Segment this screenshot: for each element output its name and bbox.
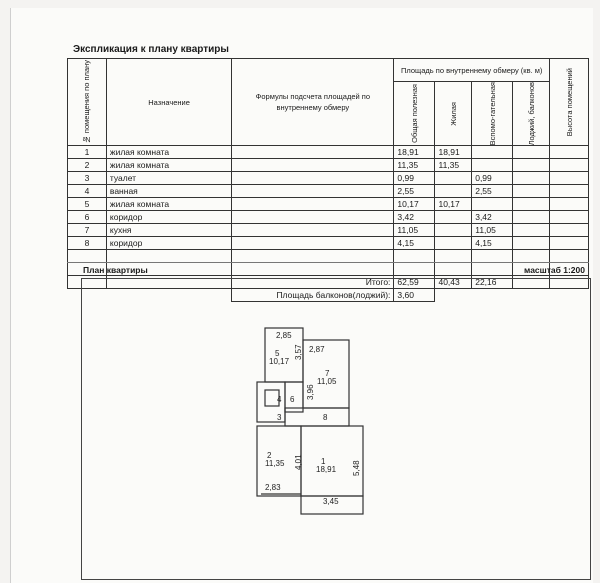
explication-title: Экспликация к плану квартиры (73, 44, 229, 55)
row-number: 2 (68, 159, 107, 172)
row-aux: 4,15 (472, 237, 513, 250)
row-name: туалет (106, 172, 231, 185)
row-number: 7 (68, 224, 107, 237)
totals-living: 40,43 (435, 276, 472, 289)
room-8-outline (285, 408, 349, 426)
plan-scale: масштаб 1:200 (524, 265, 585, 275)
dim-345: 3,45 (323, 497, 339, 506)
plan-title: План квартиры (83, 265, 148, 275)
row-aux: 3,42 (472, 211, 513, 224)
room-7-area: 11,05 (317, 377, 337, 386)
dim-285: 2,85 (276, 331, 292, 340)
room-1-number: 1 (321, 457, 326, 466)
row-total: 11,35 (394, 159, 435, 172)
header-number: № помещения по плану (68, 59, 107, 146)
document-sheet (10, 8, 593, 583)
room-1-area: 18,91 (316, 465, 337, 474)
room-7-number: 7 (325, 369, 330, 378)
header-name: Назначение (106, 59, 231, 146)
room-2-area: 11,35 (265, 459, 285, 468)
row-living: 18,91 (435, 146, 472, 159)
header-formulas: Формулы подсчета площадей по внутреннему обмеру (232, 59, 394, 146)
row-total: 10,17 (394, 198, 435, 211)
balcony-label: Площадь балконов(лоджий): (232, 289, 394, 302)
row-number: 6 (68, 211, 107, 224)
row-name: коридор (106, 211, 231, 224)
row-total: 11,05 (394, 224, 435, 237)
dim-287: 2,87 (309, 345, 325, 354)
row-total: 3,42 (394, 211, 435, 224)
row-total: 0,99 (394, 172, 435, 185)
row-aux: 0,99 (472, 172, 513, 185)
row-living: 10,17 (435, 198, 472, 211)
balcony-value: 3,60 (394, 289, 435, 302)
header-height: Высота помещений (550, 59, 589, 146)
row-number: 8 (68, 237, 107, 250)
room-8-number: 8 (323, 413, 328, 422)
totals-label: Итого: (232, 276, 394, 289)
row-living: 11,35 (435, 159, 472, 172)
row-aux: 11,05 (472, 224, 513, 237)
room-5-area: 10,17 (269, 357, 290, 366)
dim-548: 5,48 (352, 460, 361, 476)
row-name: жилая комната (106, 146, 231, 159)
row-number: 3 (68, 172, 107, 185)
room-2-number: 2 (267, 451, 272, 460)
header-total: Общая полезная (394, 82, 435, 146)
header-area-group: Площадь по внутреннему обмеру (кв. м) (394, 59, 550, 82)
dim-396: 3,96 (306, 384, 315, 400)
totals-total: 62,59 (394, 276, 435, 289)
row-aux: 2,55 (472, 185, 513, 198)
row-total: 2,55 (394, 185, 435, 198)
room-4-number: 4 (277, 395, 282, 404)
header-loggia: Лоджий, балконов (513, 82, 550, 146)
row-total: 18,91 (394, 146, 435, 159)
room-3-number: 3 (277, 413, 282, 422)
dim-357: 3,57 (294, 344, 303, 360)
header-living: Жилая (435, 82, 472, 146)
dim-401: 4,01 (294, 454, 303, 470)
row-number: 5 (68, 198, 107, 211)
row-total: 4,15 (394, 237, 435, 250)
room-5-number: 5 (275, 349, 280, 358)
floor-plan (11, 8, 593, 583)
room-6-number: 6 (290, 395, 295, 404)
row-number: 1 (68, 146, 107, 159)
totals-aux: 22,16 (472, 276, 513, 289)
row-name: кухня (106, 224, 231, 237)
row-name: коридор (106, 237, 231, 250)
dim-283: 2,83 (265, 483, 281, 492)
row-number: 4 (68, 185, 107, 198)
row-name: ванная (106, 185, 231, 198)
header-auxiliary: Вспомо-гательная (472, 82, 513, 146)
row-name: жилая комната (106, 198, 231, 211)
row-name: жилая комната (106, 159, 231, 172)
